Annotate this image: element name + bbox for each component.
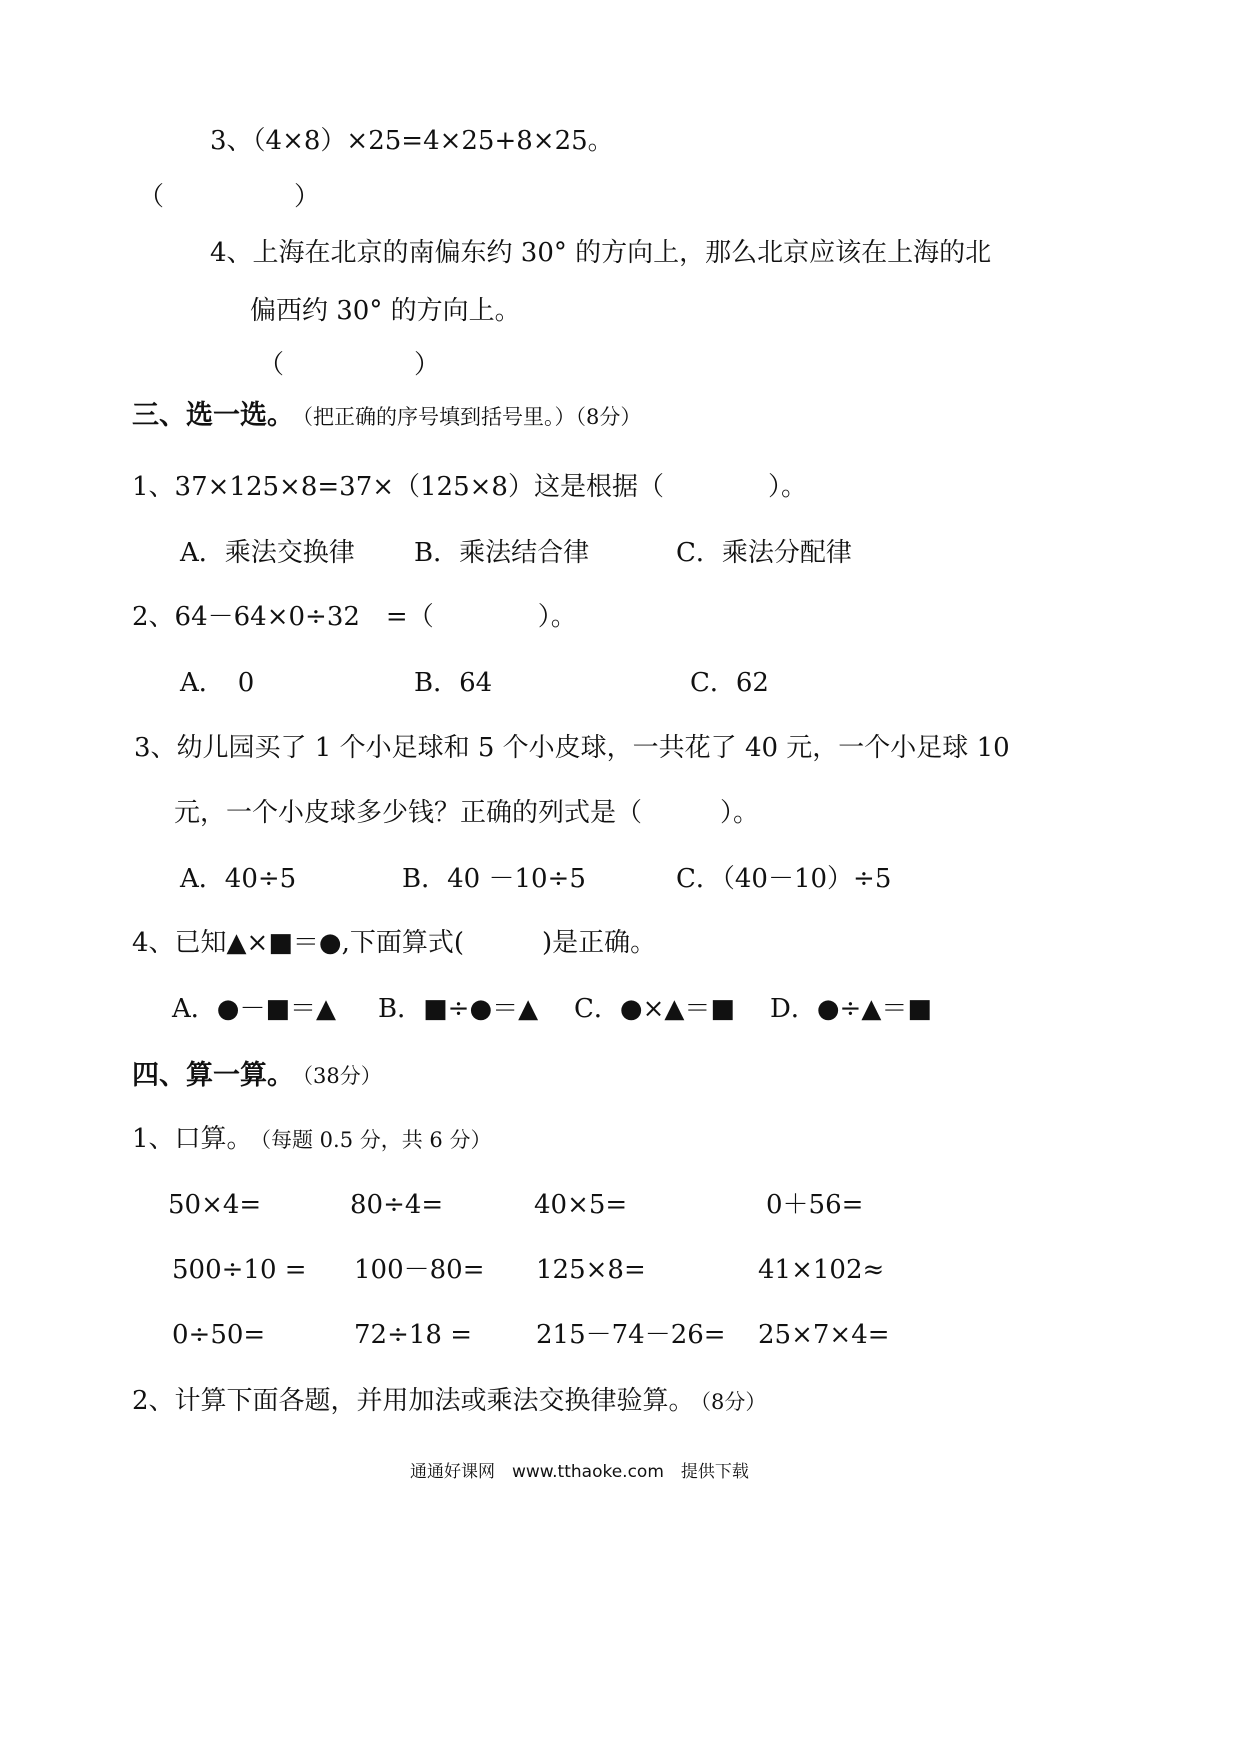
choice-q1-option-b: B．乘法结合律 xyxy=(414,538,590,568)
judge-q3-text: 3、（4×8）×25=4×25+8×25。 xyxy=(210,126,614,156)
choice-q4-option-c: C．●×▲＝■ xyxy=(574,994,735,1024)
judge-q4-line2: 偏西约 30° 的方向上。 xyxy=(250,296,521,326)
choice-q1-text: 1、37×125×8=37×（125×8）这是根据（ ）。 xyxy=(132,472,807,502)
oral-calc-item: 41×102≈ xyxy=(758,1255,885,1285)
verify-calc-label: 2、计算下面各题，并用加法或乘法交换律验算。 xyxy=(132,1386,695,1416)
choice-q2-option-b: B．64 xyxy=(414,668,493,698)
choice-q4-option-b: B．■÷●＝▲ xyxy=(378,994,539,1024)
oral-calc-item: 215－74－26= xyxy=(536,1320,726,1350)
choice-q1-option-c: C．乘法分配律 xyxy=(676,538,852,568)
choice-q2-option-c: C．62 xyxy=(690,668,769,698)
oral-calc-item: 40×5= xyxy=(534,1190,628,1220)
oral-calc-item: 0＋56= xyxy=(766,1190,864,1220)
verify-calc-note: （8分） xyxy=(690,1390,767,1414)
choice-q3-option-b: B．40 －10÷5 xyxy=(402,864,586,894)
section3-note: （把正确的序号填到括号里。）（8分） xyxy=(292,405,642,429)
oral-calc-item: 500÷10 = xyxy=(172,1255,307,1285)
choice-q3-line2: 元，一个小皮球多少钱？正确的列式是（ ）。 xyxy=(174,798,760,828)
oral-calc-item: 80÷4= xyxy=(350,1190,444,1220)
choice-q3-option-a: A．40÷5 xyxy=(180,864,297,894)
choice-q1-option-a: A．乘法交换律 xyxy=(180,538,355,568)
choice-q2-option-a: A． 0 xyxy=(180,668,255,698)
oral-calc-item: 25×7×4= xyxy=(758,1320,890,1350)
oral-calc-item: 50×4= xyxy=(168,1190,262,1220)
choice-q4-text: 4、已知▲×■＝●,下面算式( )是正确。 xyxy=(132,928,657,958)
section4-note: （38分） xyxy=(292,1064,382,1088)
oral-calc-item: 125×8= xyxy=(536,1255,646,1285)
choice-q4-option-d: D．●÷▲＝■ xyxy=(770,994,932,1024)
section3-title: 三、选一选。 xyxy=(132,400,294,431)
choice-q2-text: 2、64－64×0÷32 =（ ）。 xyxy=(132,602,577,632)
oral-calc-item: 0÷50= xyxy=(172,1320,266,1350)
judge-q3-answer-paren: （ ） xyxy=(138,182,321,212)
oral-calc-label: 1、口算。 xyxy=(132,1124,253,1154)
page-footer: 通通好课网 www.tthaoke.com 提供下载 xyxy=(410,1462,749,1482)
judge-q4-line1: 4、上海在北京的南偏东约 30° 的方向上，那么北京应该在上海的北 xyxy=(210,238,992,268)
oral-calc-item: 100－80= xyxy=(354,1255,485,1285)
choice-q4-option-a: A．●－■＝▲ xyxy=(172,994,337,1024)
section4-title: 四、算一算。 xyxy=(132,1060,294,1091)
choice-q3-line1: 3、幼儿园买了 1 个小足球和 5 个小皮球，一共花了 40 元，一个小足球 10 xyxy=(134,733,1010,763)
oral-calc-item: 72÷18 = xyxy=(354,1320,473,1350)
choice-q3-option-c: C．（40－10）÷5 xyxy=(676,864,892,894)
judge-q4-answer-paren: （ ） xyxy=(258,350,441,380)
oral-calc-note: （每题 0.5 分，共 6 分） xyxy=(250,1128,492,1152)
